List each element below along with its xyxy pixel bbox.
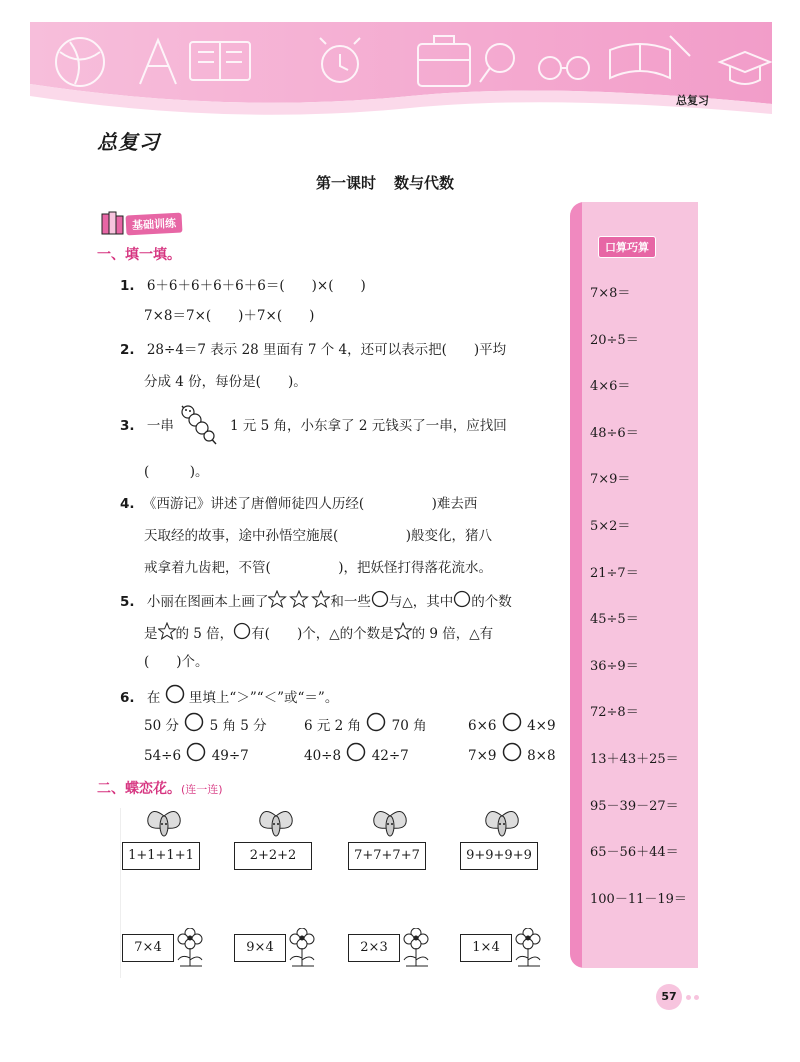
question-4-number: 4. [120, 496, 135, 512]
question-5-l1b: 和一些 [330, 594, 371, 610]
question-1 [120, 276, 366, 296]
chapter-title: 总复习 [97, 130, 160, 154]
question-5-l1c: 与△，其中 [388, 594, 454, 610]
section2-title: 二、蝶恋花。 [97, 781, 181, 797]
flower-icon [512, 928, 544, 968]
question-3-b: 1 元 5 角，小东拿了 2 元钱买了一串，应找回 [230, 418, 507, 434]
mental-math-item: 65－56＋44＝ [590, 845, 679, 861]
question-5-l1d: 的个数 [471, 594, 512, 610]
header-banner [30, 22, 772, 130]
mental-math-badge: 口算巧算 [598, 236, 656, 258]
question-5-l1a: 小丽在图画本上画了 [146, 594, 269, 610]
compare-item [144, 712, 267, 736]
compare-left: 54÷6 [144, 748, 182, 764]
compare-item [304, 712, 427, 736]
answer-circle [165, 684, 185, 704]
butterfly-icon [144, 808, 184, 842]
compare-left: 40÷8 [304, 748, 342, 764]
flower-icon [400, 928, 432, 968]
top-expression-box[interactable]: 9+9+9+9 [460, 842, 538, 870]
question-3-a: 一串 [146, 418, 174, 434]
lesson-title [250, 172, 520, 193]
compare-right: 8×8 [527, 748, 556, 764]
compare-right: 5 角 5 分 [209, 718, 267, 734]
lesson-number: 第一课时 [315, 174, 376, 192]
question-6-number: 6. [120, 690, 135, 706]
question-4-line1: 《西游记》讲述了唐僧师徒四人历经( )难去西 [142, 496, 478, 512]
question-4-line2: 天取经的故事，途中孙悟空施展( )般变化，猪八 [144, 528, 493, 544]
question-5-l2b: 的 5 倍， [175, 626, 234, 642]
question-5-l2d: 的 9 倍，△有 [411, 626, 494, 642]
star-icon [394, 622, 412, 640]
compare-right: 49÷7 [211, 748, 249, 764]
question-1-line1: 6＋6＋6＋6＋6＋6＝( )×( ) [146, 278, 366, 294]
question-6 [120, 684, 338, 708]
compare-item [468, 742, 556, 766]
answer-circle[interactable] [185, 742, 207, 762]
answer-circle[interactable] [183, 712, 205, 732]
compare-item [144, 742, 249, 766]
mental-math-item: 13＋43＋25＝ [590, 752, 679, 767]
compare-item [304, 742, 409, 766]
decor-dot [694, 995, 699, 1000]
question-1-line2: 7×8＝7×( )＋7×( ) [144, 308, 315, 324]
lesson-topic: 数与代数 [394, 174, 455, 192]
question-5-l2a: 是 [144, 626, 158, 642]
answer-circle[interactable] [501, 712, 523, 732]
question-2 [120, 340, 506, 360]
question-5-line2 [144, 622, 493, 644]
butterfly-icon [482, 808, 522, 842]
butterfly-icon [256, 808, 296, 842]
mental-math-item: 4×6＝ [590, 379, 631, 395]
candied-haws-icon [176, 402, 222, 448]
butterfly-icon [370, 808, 410, 842]
question-3-number: 3. [120, 418, 135, 434]
books-icon [100, 210, 126, 236]
answer-circle[interactable] [501, 742, 523, 762]
bottom-expression-box[interactable]: 2×3 [348, 934, 400, 962]
bottom-expression-box[interactable]: 9×4 [234, 934, 286, 962]
question-3-line2: ( )。 [144, 464, 209, 480]
mental-math-item: 36÷9＝ [590, 658, 639, 674]
page-number: 57 [656, 984, 682, 1010]
question-5-l2c: 有( )个，△的个数是 [251, 626, 394, 642]
question-6-intro-b: 里填上“＞”“＜”或“＝”。 [188, 690, 339, 706]
answer-circle[interactable] [345, 742, 367, 762]
section2-heading [97, 778, 223, 798]
flower-icon [174, 928, 206, 968]
question-4-line3: 戒拿着九齿耙，不管( )，把妖怪打得落花流水。 [144, 560, 493, 576]
mental-math-item: 72÷8＝ [590, 705, 639, 721]
basic-training-badge [100, 208, 200, 238]
top-expression-box[interactable]: 7+7+7+7 [348, 842, 426, 870]
basic-training-label: 基础训练 [126, 213, 183, 236]
question-2-number: 2. [120, 342, 135, 358]
mental-math-item: 5×2＝ [590, 519, 631, 534]
question-5 [120, 590, 512, 612]
bottom-expression-box[interactable]: 1×4 [460, 934, 512, 962]
circle-icon [453, 590, 471, 608]
mental-math-item: 20÷5＝ [590, 332, 639, 348]
question-3 [120, 416, 174, 436]
question-6-intro-a: 在 [146, 690, 161, 706]
compare-right: 70 角 [391, 718, 427, 734]
mental-math-item: 45÷5＝ [590, 612, 639, 628]
compare-left: 50 分 [144, 718, 179, 734]
question-5-line3: ( )个。 [144, 654, 209, 670]
mental-math-item: 21÷7＝ [590, 565, 639, 581]
question-1-number: 1. [120, 278, 135, 294]
mental-math-item: 7×8＝ [590, 286, 631, 301]
compare-right: 4×9 [527, 718, 556, 734]
compare-item [468, 712, 556, 736]
mental-math-item: 7×9＝ [590, 472, 631, 488]
compare-left: 7×9 [468, 748, 497, 764]
decor-dot [686, 995, 691, 1000]
question-2-line2: 分成 4 份，每份是( )。 [144, 374, 307, 390]
flower-icon [286, 928, 318, 968]
bottom-expression-box[interactable]: 7×4 [122, 934, 174, 962]
section1-heading: 一、填一填。 [97, 247, 181, 263]
compare-right: 42÷7 [371, 748, 409, 764]
section2-hint: (连一连) [181, 783, 223, 796]
mental-math-item: 100－11－19＝ [590, 891, 687, 907]
top-expression-box[interactable]: 2+2+2 [234, 842, 312, 870]
top-expression-box[interactable]: 1+1+1+1 [122, 842, 200, 870]
question-4 [120, 494, 477, 514]
compare-left: 6 元 2 角 [304, 718, 362, 734]
answer-circle[interactable] [365, 712, 387, 732]
question-2-line1: 28÷4＝7 表示 28 里面有 7 个 4，还可以表示把( )平均 [146, 342, 507, 358]
circle-icon [371, 590, 389, 608]
mental-math-item: 48÷6＝ [590, 425, 639, 441]
three-stars-icon [268, 590, 330, 608]
star-icon [158, 622, 176, 640]
circle-icon [233, 622, 251, 640]
banner-label: 总复习 [676, 94, 709, 107]
question-5-number: 5. [120, 594, 135, 610]
compare-left: 6×6 [468, 718, 497, 734]
mental-math-item: 95－39－27＝ [590, 798, 679, 814]
